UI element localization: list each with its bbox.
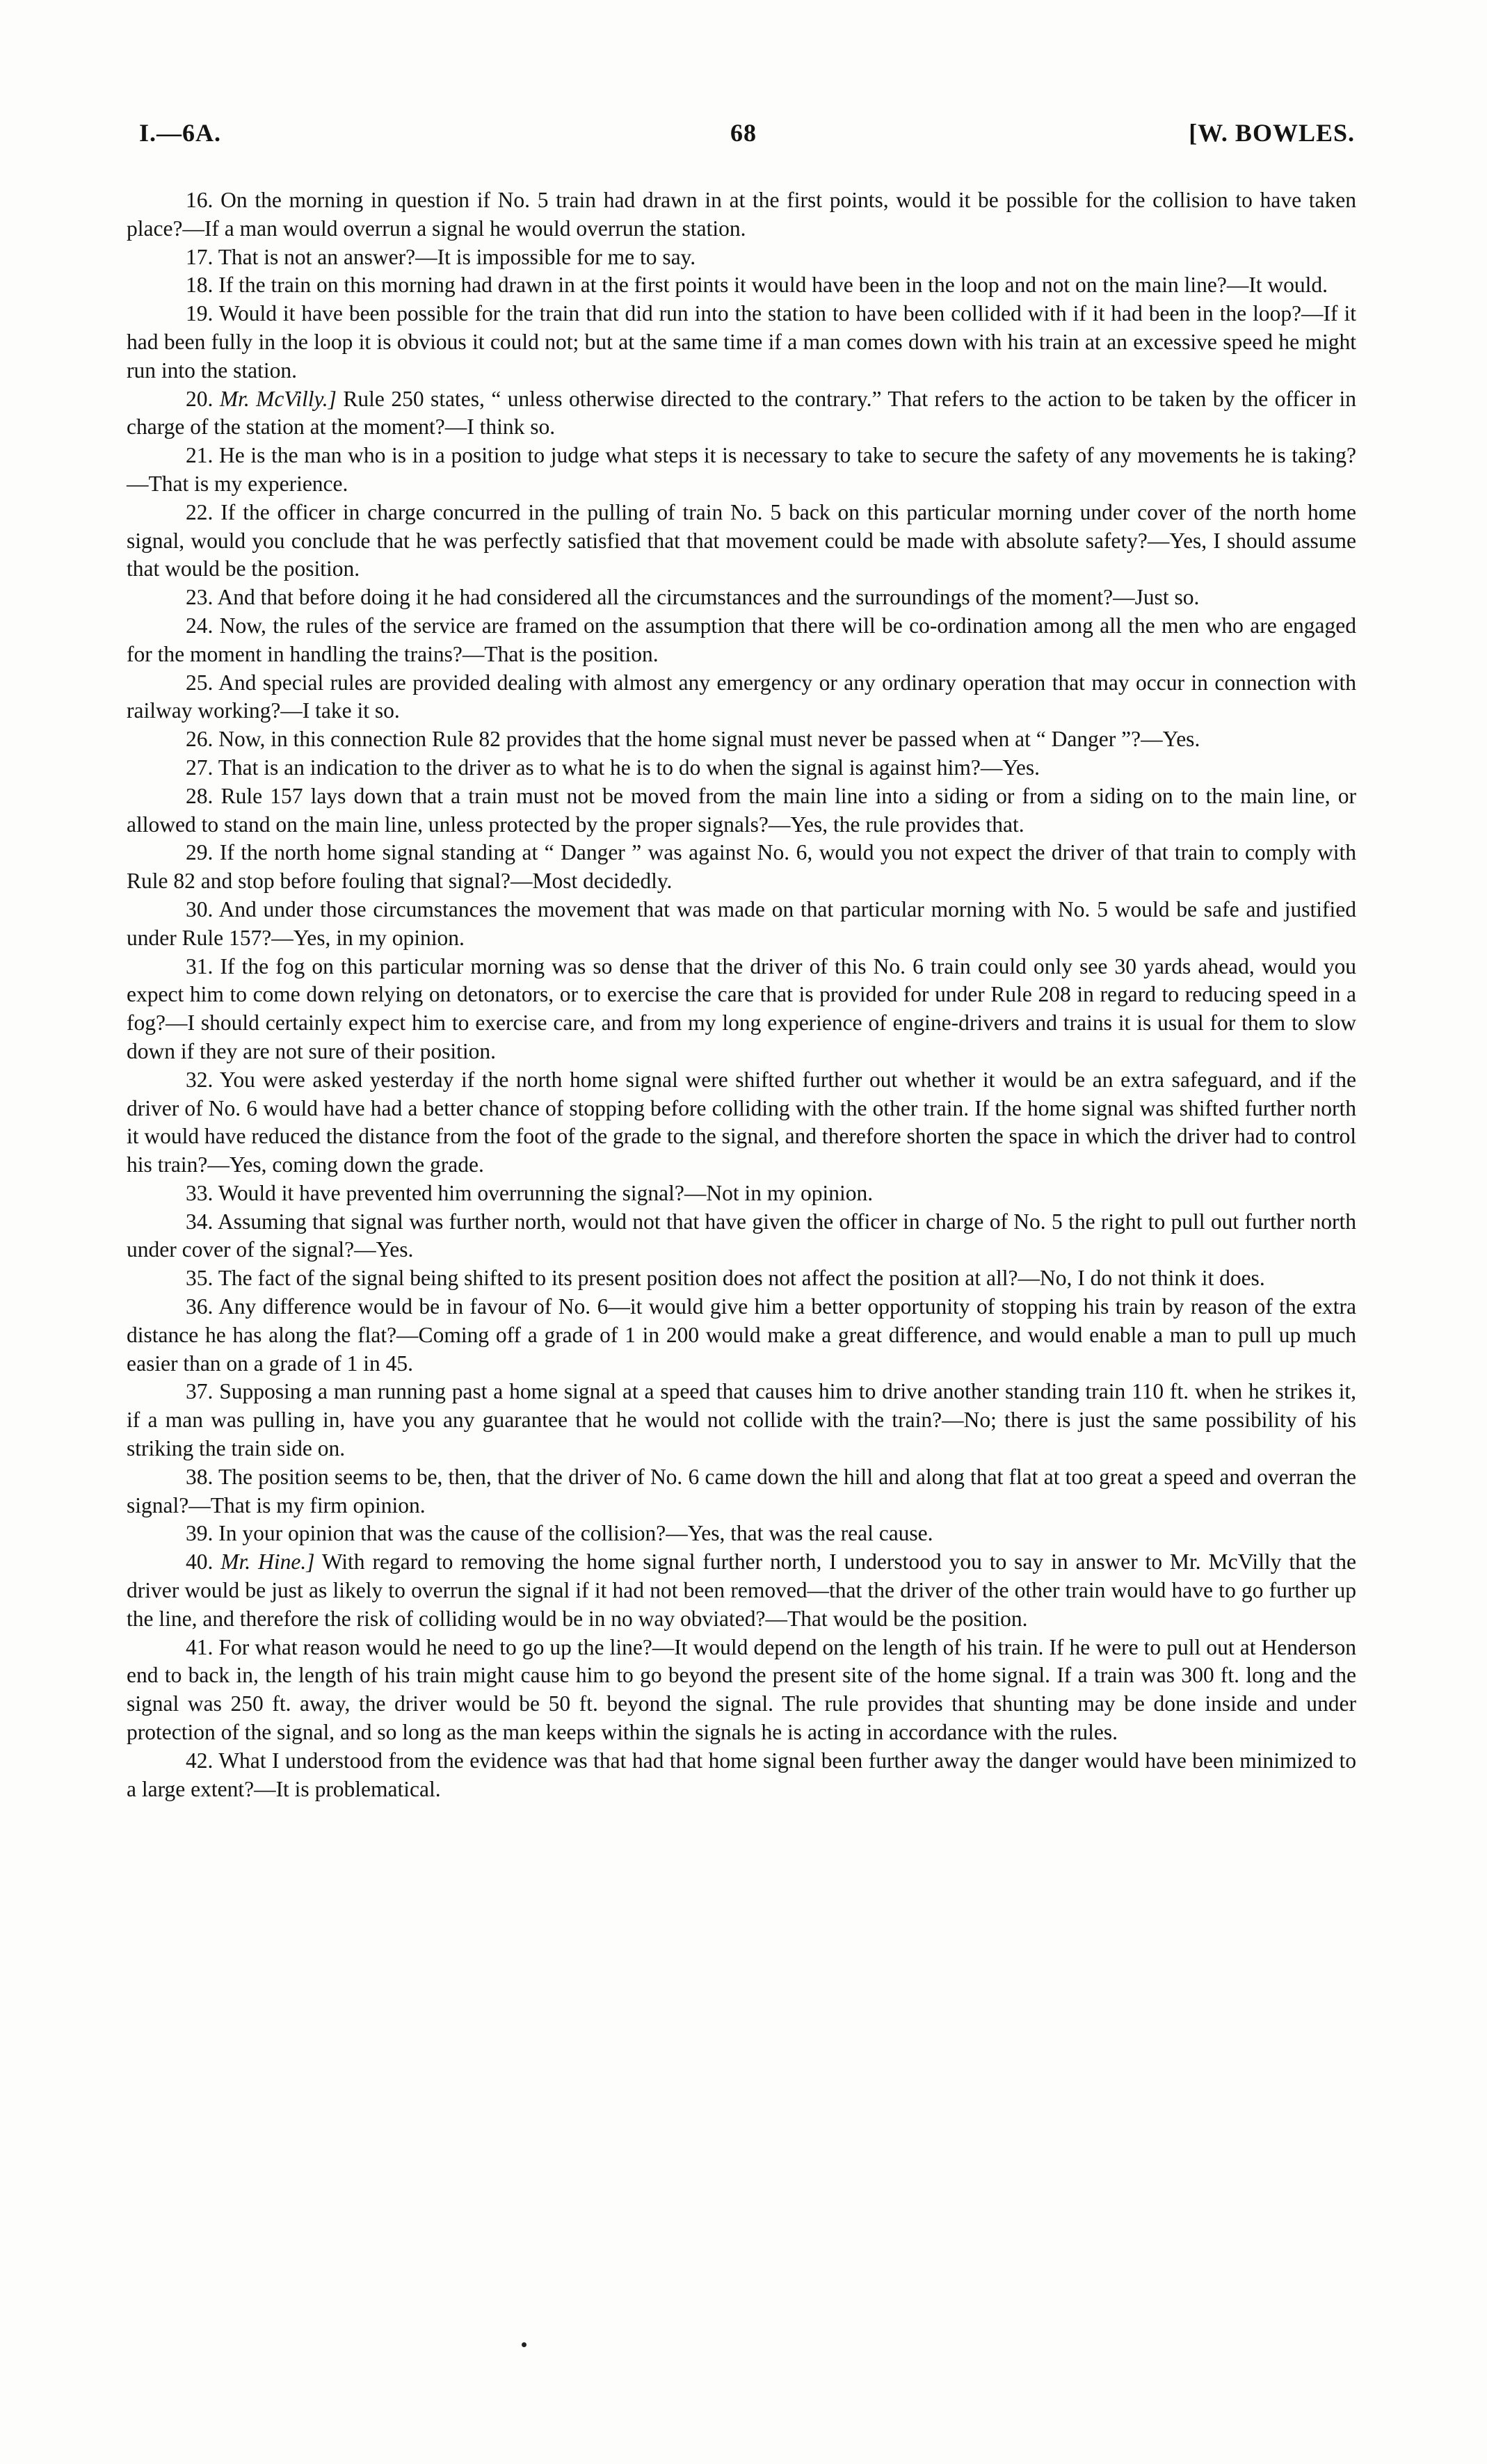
question-18 — [127, 271, 1356, 300]
question-41 — [127, 1634, 1356, 1747]
question-number: 31. — [186, 953, 214, 979]
witness-name: [W. BOWLES. — [1189, 119, 1355, 147]
question-34 — [127, 1208, 1356, 1265]
question-text: If the fog on this particular morning was so dense that the driver of this No. 6 train could only see 30 yards ahead, would you expect him to come down relying on detonators, or to exercise the care that is provided for under Rule 208 in regard to reducing speed in a fog?—I should certainly expect him to exercise care, and from my long experience of engine-drivers and trains it is usual for them to slow down if they are not sure of their position. — [127, 953, 1356, 1063]
question-30 — [127, 896, 1356, 953]
question-19 — [127, 300, 1356, 385]
question-number: 35. — [186, 1266, 214, 1291]
question-number: 33. — [186, 1180, 214, 1205]
question-text: And under those circumstances the movement that was made on that particular morning with No. 5 would be safe and justified under Rule 157?—Yes, in my opinion. — [127, 896, 1356, 950]
question-22 — [127, 499, 1356, 583]
question-text: If the officer in charge concurred in the pulling of train No. 5 back on this particular morning under cover of the north home signal, would you conclude that he was perfectly satisfied that that movement could be made with absolute safety?—Yes, I should assume that would be the position. — [127, 499, 1356, 581]
question-text: Supposing a man running past a home signal at a speed that causes him to drive another standing train 110 ft. when he strikes it, if a man was pulling in, have you any guarantee that he would not collide with the train?—No; there is just the same possibility of his striking the train side on. — [127, 1379, 1356, 1461]
examiner-name: Mr. McVilly.] — [219, 386, 337, 411]
question-number: 39. — [186, 1521, 214, 1546]
question-37 — [127, 1378, 1356, 1463]
question-number: 16. — [186, 188, 214, 212]
question-text: Any difference would be in favour of No. 6—it would give him a better opportunity of stopping his train by reason of the extra distance he has along the flat?—Coming off a grade of 1 in 200 would make a great difference, and would enable a man to pull up much easier than on a grade of 1 in 45. — [127, 1294, 1356, 1376]
question-text: Now, in this connection Rule 82 provides that the home signal must never be passed when at “ Danger ”?—Yes. — [218, 727, 1200, 752]
page-number: 68 — [730, 119, 757, 147]
paper-reference: I.—6A. — [139, 119, 222, 147]
question-27 — [127, 754, 1356, 782]
question-number: 20. — [186, 386, 214, 411]
question-23 — [127, 583, 1356, 612]
question-text: Assuming that signal was further north, would not that have given the officer in charge of No. 5 the right to pull out further north under cover of the signal?—Yes. — [127, 1209, 1356, 1262]
question-number: 23. — [186, 585, 214, 610]
examiner-name: Mr. Hine.] — [220, 1549, 315, 1575]
question-number: 29. — [186, 840, 214, 865]
question-text: Now, the rules of the service are framed on the assumption that there will be co-ordination among all the men who are engaged for the moment in handling the trains?—That is the position. — [127, 613, 1356, 666]
question-number: 28. — [186, 783, 214, 808]
question-39 — [127, 1520, 1356, 1548]
question-32 — [127, 1066, 1356, 1179]
question-number: 38. — [186, 1464, 214, 1489]
question-42 — [127, 1747, 1356, 1804]
question-text: For what reason would he need to go up the line?—It would depend on the length of his train. If he were to pull out at Henderson end to back in, the length of his train might cause him to go beyond the present site of the home signal. If a train was 300 ft. long and the signal was 250 ft. away, the driver would be 50 ft. beyond the signal. The rule provides that shunting may be done inside and under protection of the signal, and so long as the man keeps within the signals he is acting in accordance with the rules. — [127, 1634, 1357, 1745]
question-number: 21. — [186, 443, 214, 468]
question-number: 30. — [186, 896, 214, 921]
question-31 — [127, 953, 1356, 1066]
question-text: What I understood from the evidence was that had that home signal been further away the danger would have been minimized to a large extent?—It is problematical. — [127, 1748, 1356, 1801]
question-text: Would it have prevented him overrunning the signal?—Not in my opinion. — [218, 1180, 874, 1205]
print-speck — [522, 2342, 527, 2347]
question-text: You were asked yesterday if the north home signal were shifted further out whether it would be an extra safeguard, and if the driver of No. 6 would have had a better chance of stopping before colliding with the other train. If the home signal was shifted further north it would have reduced the distance from the foot of the grade to the signal, and therefore shorten the space in which the driver had to control his train?—Yes, coming down the grade. — [127, 1067, 1356, 1177]
question-number: 41. — [186, 1634, 214, 1659]
question-text: And special rules are provided dealing with almost any emergency or any ordinary operation that may occur in connection with railway working?—I take it so. — [127, 670, 1356, 723]
question-text: Would it have been possible for the train that did run into the station to have been collided with if it had been in the loop?—If it had been fully in the loop it is obvious it could not; but at the same time if a man comes down with his train at an excessive speed he might run into the station. — [127, 301, 1356, 383]
question-36 — [127, 1293, 1356, 1378]
question-25 — [127, 669, 1356, 726]
question-20 — [127, 385, 1356, 442]
question-text: With regard to removing the home signal further north, I understood you to say in answer to Mr. McVilly that the driver would be just as likely to overrun the signal if it had not been removed—that the driver of the other train would have to go further up the line, and therefore the risk of colliding would be in no way obviated?—That would be the position. — [127, 1549, 1356, 1631]
question-24 — [127, 612, 1356, 669]
question-text: And that before doing it he had considered all the circumstances and the surroundings of the moment?—Just so. — [217, 585, 1200, 610]
question-number: 17. — [186, 244, 214, 269]
question-text: On the morning in question if No. 5 train had drawn in at the first points, would it be possible for the collision to have taken place?—If a man would overrun a signal he would overrun the station. — [127, 188, 1357, 241]
question-text: He is the man who is in a position to judge what steps it is necessary to take to secure the safety of any movements he is taking?—That is my experience. — [127, 443, 1356, 496]
question-number: 27. — [186, 755, 214, 780]
question-text: The position seems to be, then, that the driver of No. 6 came down the hill and along that flat at too great a speed and overran the signal?—That is my firm opinion. — [127, 1464, 1356, 1517]
question-text: If the train on this morning had drawn in at the first points it would have been in the loop and not on the main line?—It would. — [218, 273, 1328, 298]
question-number: 18. — [186, 273, 214, 298]
question-text: Rule 250 states, “ unless otherwise directed to the contrary.” That refers to the action to be taken by the officer in charge of the station at the moment?—I think so. — [127, 386, 1357, 440]
question-28 — [127, 782, 1356, 839]
question-40 — [127, 1548, 1356, 1633]
question-33 — [127, 1179, 1356, 1208]
question-number: 36. — [186, 1294, 214, 1319]
question-number: 24. — [186, 613, 214, 638]
question-text: If the north home signal standing at “ Danger ” was against No. 6, would you not expect the driver of that train to comply with Rule 82 and stop before fouling that signal?—Most decidedly. — [127, 840, 1356, 894]
question-text: In your opinion that was the cause of the collision?—Yes, that was the real cause. — [218, 1521, 933, 1546]
question-38 — [127, 1463, 1356, 1520]
evidence-body — [127, 186, 1356, 1803]
page-header — [132, 118, 1355, 160]
question-text: Rule 157 lays down that a train must not be moved from the main line into a siding or from a siding on to the main line, or allowed to stand on the main line, unless protected by the proper signals?—Yes, the rule provides that. — [127, 783, 1356, 837]
question-26 — [127, 725, 1356, 754]
question-number: 32. — [186, 1067, 214, 1092]
question-17 — [127, 243, 1356, 272]
question-number: 40. — [186, 1549, 214, 1575]
question-number: 19. — [186, 301, 214, 326]
question-number: 22. — [186, 499, 214, 524]
question-number: 34. — [186, 1209, 214, 1234]
question-number: 25. — [186, 670, 214, 695]
question-21 — [127, 442, 1356, 499]
question-number: 37. — [186, 1379, 214, 1404]
question-16 — [127, 186, 1356, 243]
question-text: That is not an answer?—It is impossible for me to say. — [218, 244, 696, 269]
question-number: 26. — [186, 727, 214, 752]
question-29 — [127, 839, 1356, 896]
question-number: 42. — [186, 1748, 214, 1773]
question-text: The fact of the signal being shifted to its present position does not affect the position at all?—No, I do not think it does. — [218, 1266, 1265, 1291]
question-35 — [127, 1264, 1356, 1293]
question-text: That is an indication to the driver as to what he is to do when the signal is against him?—Yes. — [218, 755, 1040, 780]
